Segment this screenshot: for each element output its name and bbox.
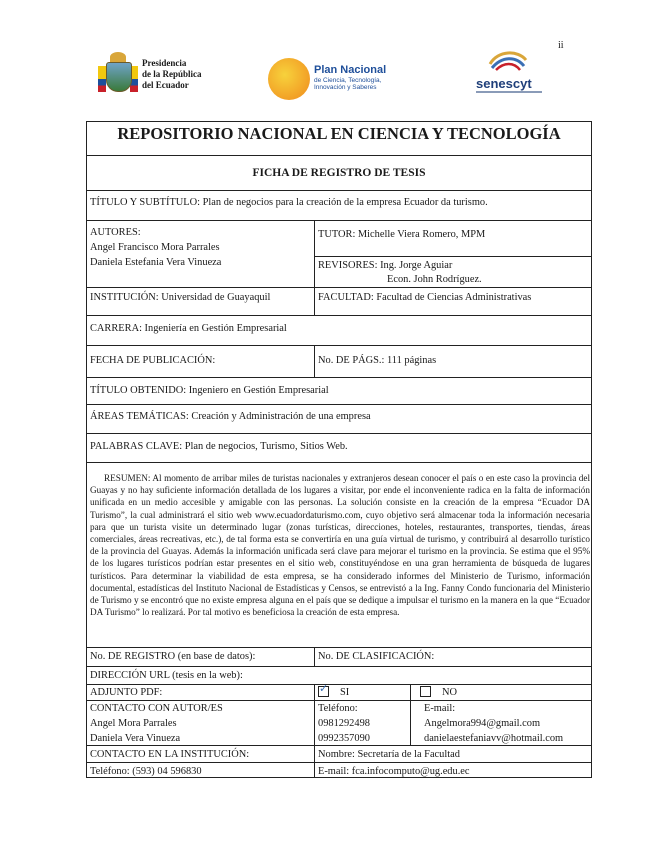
email-address[interactable]: Angelmora994@gmail.com (424, 718, 541, 729)
senescyt-logo (476, 48, 546, 98)
degree-field: TÍTULO OBTENIDO: Ingeniero en Gestión Empresarial (90, 385, 329, 396)
form-subtitle: FICHA DE REGISTRO DE TESIS (252, 167, 426, 179)
senescyt-name: senescyt (476, 76, 532, 91)
contact-author-name: Daniela Vera Vinueza (90, 733, 181, 744)
author-name: Daniela Estefania Vera Vinueza (90, 257, 222, 268)
authors-label: AUTORES: (90, 227, 141, 238)
presidencia-line-2: de la República (142, 69, 202, 79)
thematic-areas-field: ÁREAS TEMÁTICAS: Creación y Administración de una empresa (90, 411, 371, 422)
registry-number-field: No. DE REGISTRO (en base de datos): (90, 651, 256, 662)
institution-contact-name: Nombre: Secretaría de la Facultad (318, 749, 460, 760)
phone-number: 0981292498 (318, 718, 370, 729)
presidencia-logo (98, 52, 218, 102)
classification-field: No. DE CLASIFICACIÓN: (318, 651, 435, 662)
tutor-field: TUTOR: Michelle Viera Romero, MPM (318, 229, 486, 240)
institution-contact-label: CONTACTO EN LA INSTITUCIÓN: (90, 749, 250, 760)
repository-title: REPOSITORIO NACIONAL EN CIENCIA Y TECNOLOGÍA (117, 124, 561, 143)
page-count-field: No. DE PÁGS.: 111 páginas (318, 355, 437, 366)
reviewer-name: Econ. John Rodríguez. (387, 274, 482, 285)
contact-author-name: Angel Mora Parrales (90, 718, 177, 729)
si-label: SI (340, 687, 350, 698)
no-label: NO (442, 687, 458, 698)
abstract-text: RESUMEN: Al momento de arribar miles de turistas nacionales y extranjeros desean conocer el país o en este caso la provincia del Guayas y no hay suficiente información detallada de los lugares a visitar, por ende el inconveniente radica en la falta de información unificada en un medio accesible y amigable con las personas. La solución consiste en la creación de la empresa “Ecuador DA Turismo”, la cual administrará el sitio web www.ecuadordaturismo.com, cuyo objetivo será almacenar toda la información necesaria para que un turista visite un determinado lugar (zonas turísticas, direcciones, hoteles, restaurantes, transportes, tiendas, áreas comerciales, áreas recreativas, etc.), de tal forma esta se convertiría en una guía virtual de turismo, y contribuirá al desarrollo turístico de la provincia del Guayas. Además la información unificada será clave para mejorar el turismo en la provincia. Se estima que el 95% de los lugares turísticos podrían estar presentes en el sitio web, constituyéndose en una gran herramienta de búsqueda de lugares turísticos. Para determinar la viabilidad de esta empresa, se ha considerado informes del Ministerio de Turismo, información documental, estadísticas del Instituto Nacional de Estadísticas y Censos, se entrevistó a la Ing. Fanny Condo funcionaria del Ministerio de Turismo y se encontró que no existe empresa alguna en el país que se dedique a impulsar el turismo en la manera en la que “Ecuador DA Turismo” lo realizará. Por tal motivo es beneficiosa la creación de esta empresa. (90, 473, 590, 618)
url-field: DIRECCIÓN URL (tesis en la web): (90, 670, 243, 681)
email-address[interactable]: danielaestefaniavv@hotmail.com (424, 733, 564, 744)
plan-nacional-title: Plan Nacional (314, 64, 387, 76)
no-checkbox[interactable] (420, 686, 431, 697)
pdf-attachment-label: ADJUNTO PDF: (90, 687, 163, 698)
phone-number: 0992357090 (318, 733, 370, 744)
keywords-field: PALABRAS CLAVE: Plan de negocios, Turismo, Sitios Web. (90, 441, 348, 452)
faculty-field: FACULTAD: Facultad de Ciencias Administrativas (318, 292, 532, 303)
checkmark-icon: ✓ (319, 682, 329, 695)
plan-nacional-logo (268, 56, 388, 102)
presidencia-line-1: Presidencia (142, 58, 187, 68)
institution-email[interactable]: E-mail: fca.infocomputo@ug.edu.ec (318, 766, 470, 777)
author-contact-label: CONTACTO CON AUTOR/ES (90, 703, 223, 714)
page-number: ii (558, 40, 564, 51)
phone-label: Teléfono: (318, 703, 358, 714)
presidencia-line-3: del Ecuador (142, 80, 189, 90)
institution-phone: Teléfono: (593) 04 596830 (90, 766, 202, 777)
abstract-block (90, 472, 590, 618)
reviewers-field: REVISORES: Ing. Jorge Aguiar (318, 260, 453, 271)
thesis-title-field: TÍTULO Y SUBTÍTULO: Plan de negocios para la creación de la empresa Ecuador da turismo. (90, 197, 488, 208)
email-label: E-mail: (424, 703, 456, 714)
coat-of-arms-icon (98, 52, 138, 98)
swirl-icon (488, 48, 528, 72)
institution-field: INSTITUCIÓN: Universidad de Guayaquil (90, 292, 271, 303)
publication-date-field: FECHA DE PUBLICACIÓN: (90, 355, 216, 366)
sun-icon (268, 58, 310, 100)
career-field: CARRERA: Ingeniería en Gestión Empresarial (90, 323, 287, 334)
author-name: Angel Francisco Mora Parrales (90, 242, 220, 253)
plan-nacional-subtitle: de Ciencia, Tecnología, Innovación y Saberes (314, 77, 382, 91)
